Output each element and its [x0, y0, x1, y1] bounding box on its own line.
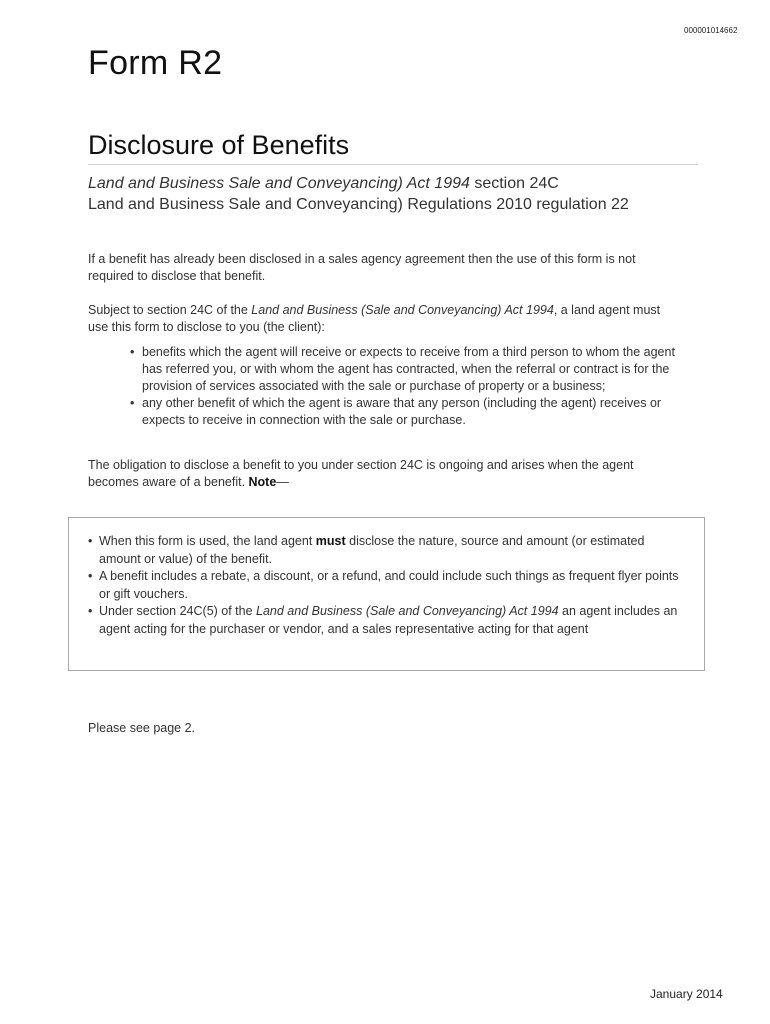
note-item-agent-definition — [88, 603, 688, 638]
list-item: • any other benefit of which the agent is aware that any person (including the agent) receives or expects to receive in connection with the sale or purchase. — [130, 395, 690, 429]
note-item-text: When this form is used, the land agent — [99, 534, 316, 548]
document-id: 000001014662 — [684, 26, 738, 35]
p2-act-name: Land and Business (Sale and Conveyancing) Act 1994 — [251, 303, 554, 317]
list-item: • benefits which the agent will receive or expects to receive from a third person to whom the agent has referred you, or with whom the agent has contracted, when the referral or contract is for the provision of services associated with the sale or purchase of property or a business; — [130, 344, 690, 395]
note-item-must-disclose — [88, 533, 688, 568]
note-item-act-name: Land and Business (Sale and Conveyancing) Act 1994 — [256, 604, 559, 618]
intro-paragraph-1: If a benefit has already been disclosed in a sales agency agreement then the use of this form is not required to disclose that benefit. — [88, 252, 636, 283]
note-item-text: an agent includes an agent acting for the purchaser or vendor, and a sales representative acting for that agent — [99, 604, 678, 636]
footer-date: January 2014 — [650, 987, 723, 1001]
obligation-text: The obligation to disclose a benefit to you under section 24C is ongoing and arises when the agent becomes aware of a benefit. — [88, 458, 634, 489]
disclosure-bullet-list — [130, 344, 690, 429]
note-item-emphasis: must — [315, 534, 346, 548]
note-item-benefit-definition: • A benefit includes a rebate, a discount, or a refund, and could include such things as frequent flyer points or gift vouchers. — [88, 568, 688, 603]
intro-paragraph-2 — [88, 302, 683, 336]
note-list — [88, 533, 688, 638]
note-item-text: disclose the nature, source and amount (or estimated amount or value) of the benefit. — [99, 534, 645, 566]
note-item-text: Under section 24C(5) of the — [99, 604, 257, 618]
obligation-paragraph — [88, 457, 683, 491]
p2-text-after: , a land agent must use this form to disclose to you (the client): — [88, 303, 661, 334]
title-divider — [88, 164, 698, 165]
section-title: Disclosure of Benefits — [88, 130, 350, 160]
legislation-reference — [88, 173, 629, 215]
legislation-act-line — [88, 173, 629, 194]
note-box — [68, 517, 705, 671]
p2-text-before: Subject to section 24C of the — [88, 303, 252, 317]
note-label: Note — [248, 475, 277, 489]
legislation-regulations-line: Land and Business Sale and Conveyancing) Regulations 2010 regulation 22 — [88, 196, 629, 213]
continuation-note: Please see page 2. — [88, 721, 196, 735]
form-title: Form R2 — [88, 44, 223, 82]
act-section: section 24C — [469, 175, 559, 192]
act-name: Land and Business Sale and Conveyancing) Act 1994 — [88, 175, 470, 192]
note-dash: — — [276, 475, 289, 489]
